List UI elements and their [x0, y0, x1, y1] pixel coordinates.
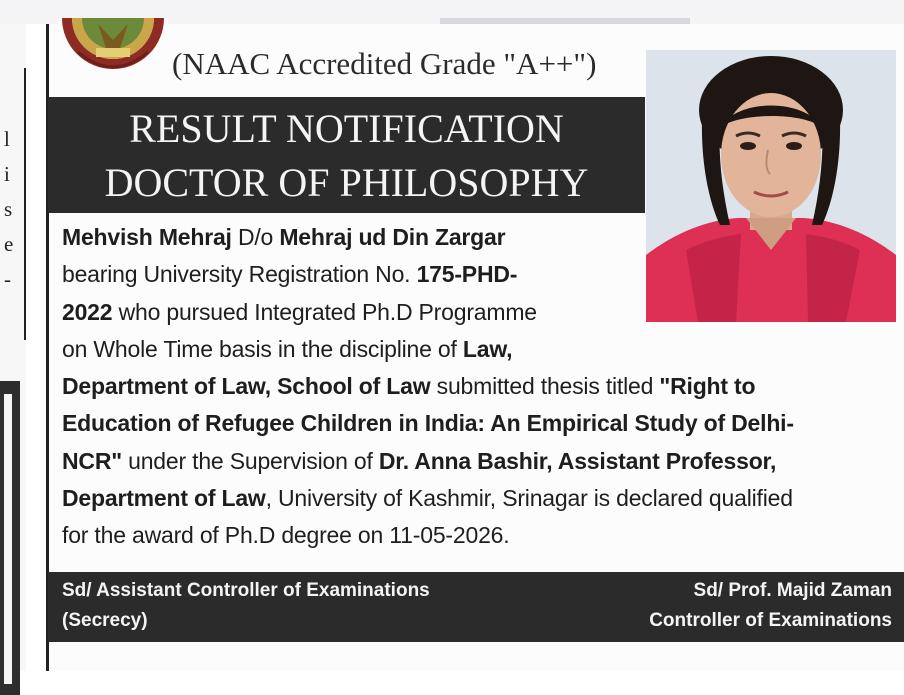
- registration-number: 175-PHD-: [416, 261, 518, 288]
- title-line: RESULT NOTIFICATION: [129, 106, 564, 151]
- adjacent-dark-ad-inner: [4, 394, 12, 684]
- adjacent-column-text: [4, 122, 13, 297]
- signature-line: Sd/ Prof. Majid Zaman: [693, 580, 892, 601]
- body-line: NCR" under the Supervision of Dr. Anna Bashir, Assistant Professor,: [62, 447, 777, 474]
- adjacent-column: [0, 24, 26, 671]
- department-school: Department of Law, School of Law: [62, 373, 431, 400]
- body-line: [62, 517, 898, 554]
- body-line: Department of Law, University of Kashmir, Srinagar is declared qualified: [62, 485, 793, 512]
- controller-signature: [649, 576, 892, 636]
- university-emblem-icon: [58, 18, 168, 84]
- award-date-text: for the award of Ph.D degree on 11-05-2026.: [62, 522, 510, 549]
- notification-title: [48, 102, 645, 210]
- adjacent-char: -: [4, 267, 11, 291]
- adjacent-char: e: [4, 232, 14, 256]
- body-line: Department of Law, School of Law submitted thesis titled "Right to: [62, 373, 756, 400]
- adjacent-char: l: [4, 127, 10, 151]
- adjacent-char: s: [4, 197, 13, 221]
- body-line: bearing University Registration No. 175-PHD-: [62, 261, 518, 288]
- parent-name: Mehraj ud Din Zargar: [279, 224, 506, 250]
- thesis-title: "Right to: [659, 373, 756, 400]
- title-line: DOCTOR OF PHILOSOPHY: [104, 160, 589, 205]
- naac-accreditation: (NAAC Accredited Grade "A++"): [172, 46, 597, 81]
- assistant-controller-signature: [62, 576, 430, 636]
- thesis-title: NCR": [62, 447, 122, 474]
- signature-line: (Secrecy): [62, 610, 148, 631]
- body-line: 2022 who pursued Integrated Ph.D Programme: [62, 298, 537, 325]
- body-line: on Whole Time basis in the discipline of Law,: [62, 335, 513, 362]
- supervisor-department: Department of Law: [62, 485, 266, 512]
- adjacent-char: i: [4, 162, 10, 186]
- discipline: Law,: [462, 335, 513, 362]
- body-line: [62, 405, 898, 442]
- body-line: Mehvish Mehraj D/o Mehraj ud Din Zargar: [62, 224, 506, 250]
- notification-body: [62, 219, 898, 555]
- signature-line: Sd/ Assistant Controller of Examinations: [62, 580, 430, 601]
- supervisor: Dr. Anna Bashir, Assistant Professor,: [378, 447, 777, 474]
- thesis-title: Education of Refugee Children in India: An Empirical Study of Delhi-: [62, 410, 794, 437]
- scholar-name: Mehvish Mehraj: [62, 224, 232, 250]
- signature-line: Controller of Examinations: [649, 610, 892, 631]
- registration-year: 2022: [62, 298, 113, 325]
